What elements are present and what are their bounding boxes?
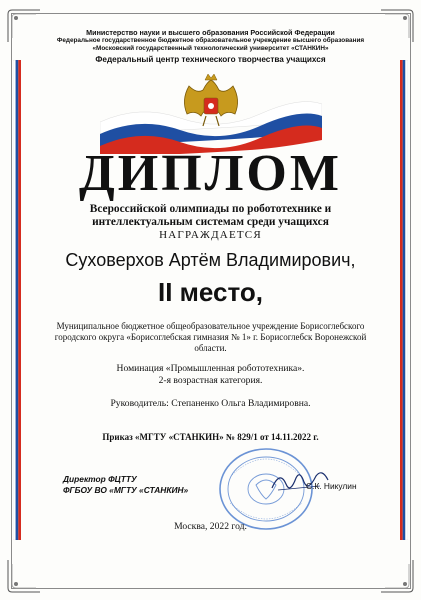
- director-title-line: Директор ФЦТТУ: [63, 474, 137, 484]
- supervisor-line: Руководитель: Степаненко Ольга Владимировна.: [110, 398, 311, 409]
- ministry-line: Министерство науки и высшего образования Российской Федерации: [86, 28, 335, 37]
- director-signature-block: [63, 474, 188, 496]
- issuer-header: [0, 28, 421, 66]
- olympiad-name: Всероссийской олимпиады по робототехнике и интеллектуальным системам среди учащихся: [89, 203, 332, 228]
- nomination-block: [60, 363, 361, 386]
- order-reference: Приказ «МГТУ «СТАНКИН» № 829/1 от 14.11.2022 г.: [102, 432, 319, 442]
- center-line: Федеральный центр технического творчества учащихся: [95, 55, 326, 64]
- nomination-line: Номинация «Промышленная робототехника».: [116, 363, 305, 374]
- corner-ornament-icon: [6, 558, 42, 594]
- corner-ornament-icon: [379, 558, 415, 594]
- coat-of-arms-flag-icon: [100, 74, 322, 154]
- city-date-line: Москва, 2022 год.: [174, 521, 247, 532]
- place-award: II место,: [158, 277, 263, 307]
- institution-line-1: Федеральное государственное бюджетное образовательное учреждение высшего образования: [56, 37, 365, 44]
- recipient-name: Суховерхов Артём Владимирович,: [65, 250, 356, 270]
- age-category-line: 2-я возрастная категория.: [158, 374, 263, 386]
- director-org-line: ФГБОУ ВО «МГТУ «СТАНКИН»: [63, 485, 189, 495]
- school-name: Муниципальное бюджетное общеобразовательное учреждение Борисоглебского городского округа «Борисоглебская гимназия № 1» г. Борисоглебск Воронежской области.: [54, 321, 367, 353]
- signer-name: С.К. Никулин: [306, 481, 357, 491]
- institution-line-2: «Московский государственный технологический университет «СТАНКИН»: [92, 45, 329, 52]
- diploma-title: ДИПЛОМ: [79, 145, 342, 202]
- awarded-label: НАГРАЖДАЕТСЯ: [159, 229, 262, 241]
